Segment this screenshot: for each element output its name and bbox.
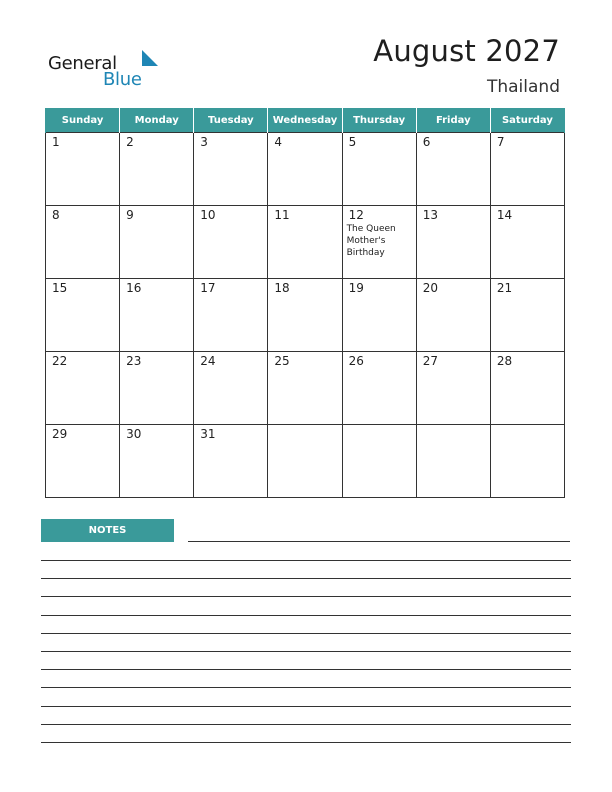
day-number: 20 [422,281,438,295]
day-cell [120,425,194,498]
notes-rule-line [41,706,571,707]
day-number: 4 [274,135,283,149]
day-number: 13 [422,208,438,222]
day-number: 27 [422,354,438,368]
week-row [46,206,565,279]
weekday-header-monday: Monday [120,108,194,133]
day-cell [342,352,416,425]
day-number: 25 [274,354,290,368]
weekday-header-tuesday: Tuesday [194,108,268,133]
calendar-grid [45,108,565,498]
day-number: 10 [200,208,216,222]
day-number: 14 [496,208,513,222]
day-number: 24 [200,354,216,368]
day-cell [490,279,564,352]
day-number: 3 [200,135,208,149]
day-cell [342,206,416,279]
day-number: 31 [200,427,216,441]
day-number: 8 [52,208,60,222]
week-row [46,279,565,352]
day-cell [194,206,268,279]
day-cell [194,279,268,352]
day-cell [46,206,120,279]
day-cell [268,279,342,352]
day-number: 1 [52,135,60,149]
weekday-header-wednesday: Wednesday [268,108,342,133]
day-cell [194,425,268,498]
notes-rule-line [41,596,571,597]
logo-word-blue: Blue [103,69,142,90]
day-cell [46,279,120,352]
day-cell [120,279,194,352]
day-cell [46,133,120,206]
day-cell [416,133,490,206]
day-cell [416,425,490,498]
day-cell [490,352,564,425]
day-cell [194,352,268,425]
weekday-header-thursday: Thursday [342,108,416,133]
notes-rule-line [41,615,571,616]
weekday-header-saturday: Saturday [490,108,564,133]
notes-rule-line [41,560,571,561]
day-number: 7 [496,135,505,149]
day-number: 19 [348,281,364,295]
day-cell [342,425,416,498]
day-cell [120,133,194,206]
day-number: 6 [422,135,431,149]
day-cell [268,425,342,498]
day-number: 15 [52,281,68,295]
day-cell [490,133,564,206]
day-number: 22 [52,354,68,368]
day-number: 30 [126,427,142,441]
weekday-header-sunday: Sunday [46,108,120,133]
notes-rule-line [188,541,570,542]
holiday-label: The Queen Mother's Birthday [346,224,396,258]
day-number: 5 [348,135,357,149]
day-number: 23 [126,354,142,368]
week-row [46,133,565,206]
day-number: 2 [126,135,134,149]
day-number: 9 [126,208,134,222]
notes-rule-line [41,724,571,725]
day-cell [46,352,120,425]
day-number: 26 [348,354,364,368]
day-cell [490,206,564,279]
day-cell [490,425,564,498]
day-number: 11 [274,208,290,222]
day-cell [342,133,416,206]
day-cell [120,352,194,425]
calendar-body [46,133,565,498]
day-cell [268,352,342,425]
notes-rule-line [41,742,571,743]
day-cell [416,206,490,279]
week-row [46,425,565,498]
day-cell [268,133,342,206]
day-cell [268,206,342,279]
week-row [46,352,565,425]
day-cell [46,425,120,498]
logo-triangle-icon [142,50,158,66]
weekday-header-row [46,108,565,133]
day-number: 21 [496,281,513,295]
day-cell [342,279,416,352]
notes-rule-line [41,578,571,579]
day-number: 17 [200,281,216,295]
day-number: 18 [274,281,290,295]
day-cell [416,352,490,425]
notes-label: NOTES [41,519,174,542]
notes-rule-line [41,651,571,652]
logo-word-general: General [48,53,117,74]
day-cell [120,206,194,279]
day-number: 16 [126,281,142,295]
notes-rule-line [41,669,571,670]
day-number: 12 [348,208,364,222]
country-name: Thailand [486,77,560,97]
day-cell [194,133,268,206]
notes-rule-line [41,687,571,688]
page-title: August 2027 [373,34,560,68]
day-cell [416,279,490,352]
day-number: 28 [496,354,513,368]
day-number: 29 [52,427,68,441]
general-blue-logo [48,50,158,94]
weekday-header-friday: Friday [416,108,490,133]
notes-rule-line [41,633,571,634]
